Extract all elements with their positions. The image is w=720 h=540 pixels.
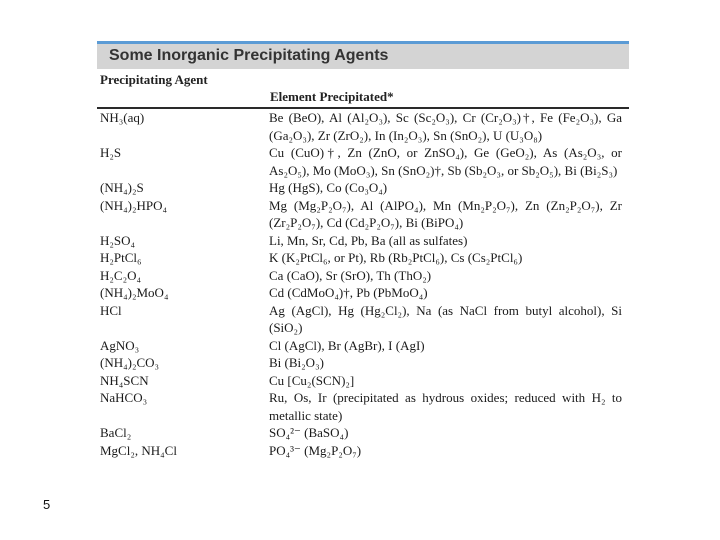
- agent-cell: H₂C₂O₄: [100, 267, 142, 283]
- element-cell: Be (BeO), Al (Al₂O₃), Sc (Sc₂O₃), Cr (Cr₂O₃)†, Fe (Fe₂O₃), Ga (Ga₂O₃), Zr (ZrO₂), In (In₂O₃), Sn (SnO₂), U (U₃O₈): [269, 110, 622, 143]
- table-row: [97, 144, 629, 179]
- table-row: [97, 267, 629, 285]
- table-row: [97, 442, 629, 460]
- element-cell: Cl (AgCl), Br (AgBr), I (AgI): [269, 337, 425, 353]
- table-row: [97, 232, 629, 250]
- agent-cell: NH₃(aq): [100, 110, 145, 125]
- table-row: [97, 424, 629, 442]
- element-cell: Ca (CaO), Sr (SrO), Th (ThO₂): [269, 267, 432, 283]
- column-header-element: Element Precipitated*: [270, 89, 394, 104]
- agent-cell: (NH₄)₂HPO₄: [100, 197, 168, 213]
- table-figure: [97, 41, 629, 482]
- table-row: [97, 109, 629, 144]
- element-cell: Bi (Bi₂O₃): [269, 355, 324, 370]
- element-cell: Mg (Mg₂P₂O₇), Al (AlPO₄), Mn (Mn₂P₂O₇), Zn (Zn₂P₂O₇), Zr (Zr₂P₂O₇), Cd (Cd₂P₂O₇), Bi (BiPO₄): [269, 197, 622, 230]
- table-row: [97, 372, 629, 390]
- agent-cell: NaHCO₃: [100, 390, 148, 405]
- agent-cell: AgNO₃: [100, 337, 140, 353]
- element-cell: K (K₂PtCl₆, or Pt), Rb (Rb₂PtCl₆), Cs (Cs₂PtCl₆): [269, 250, 523, 265]
- element-cell: Cd (CdMoO₄)†, Pb (PbMoO₄): [269, 285, 428, 300]
- table-title: Some Inorganic Precipitating Agents: [109, 47, 389, 64]
- table-body: [97, 109, 629, 459]
- column-header-agent: Precipitating Agent: [100, 72, 208, 87]
- page-number: 5: [43, 497, 51, 512]
- agent-cell: H₂SO₄: [100, 232, 136, 248]
- table-row: [97, 389, 629, 424]
- agent-cell: (NH₄)₂S: [100, 180, 144, 195]
- table-row: [97, 179, 629, 197]
- element-cell: PO₄³⁻ (Mg₂P₂O₇): [269, 442, 362, 458]
- agent-cell: (NH₄)₂CO₃: [100, 355, 160, 370]
- table-row: [97, 337, 629, 355]
- agent-cell: HCl: [100, 302, 122, 318]
- table-row: [97, 197, 629, 232]
- table-row: [97, 284, 629, 302]
- element-cell: Hg (HgS), Co (Co₃O₄): [269, 180, 388, 195]
- element-cell: Cu [Cu₂(SCN)₂]: [269, 372, 355, 388]
- agent-cell: NH₄SCN: [100, 372, 149, 388]
- agent-cell: (NH₄)₂MoO₄: [100, 285, 169, 300]
- element-cell: Cu (CuO)†, Zn (ZnO, or ZnSO₄), Ge (GeO₂), As (As₂O₃, or As₂O₅), Mo (MoO₃), Sn (SnO₂)†, Sb (Sb₂O₃, or Sb₂O₅), Bi (Bi₂S₃): [269, 145, 622, 178]
- agent-cell: H₂S: [100, 145, 122, 160]
- table-row: [97, 249, 629, 267]
- table-row: [97, 354, 629, 372]
- table-row: [97, 302, 629, 337]
- element-cell: SO₄²⁻ (BaSO₄): [269, 425, 349, 440]
- agent-cell: BaCl₂: [100, 425, 132, 440]
- agent-cell: MgCl₂, NH₄Cl: [100, 442, 177, 458]
- element-cell: Ag (AgCl), Hg (Hg₂Cl₂), Na (as NaCl from butyl alcohol), Si (SiO₂): [269, 302, 622, 335]
- element-cell: Ru, Os, Ir (precipitated as hydrous oxides; reduced with H₂ to metallic state): [269, 390, 622, 423]
- agent-cell: H₂PtCl₆: [100, 250, 142, 265]
- element-cell: Li, Mn, Sr, Cd, Pb, Ba (all as sulfates): [269, 232, 468, 248]
- table-title-bar: [97, 41, 629, 69]
